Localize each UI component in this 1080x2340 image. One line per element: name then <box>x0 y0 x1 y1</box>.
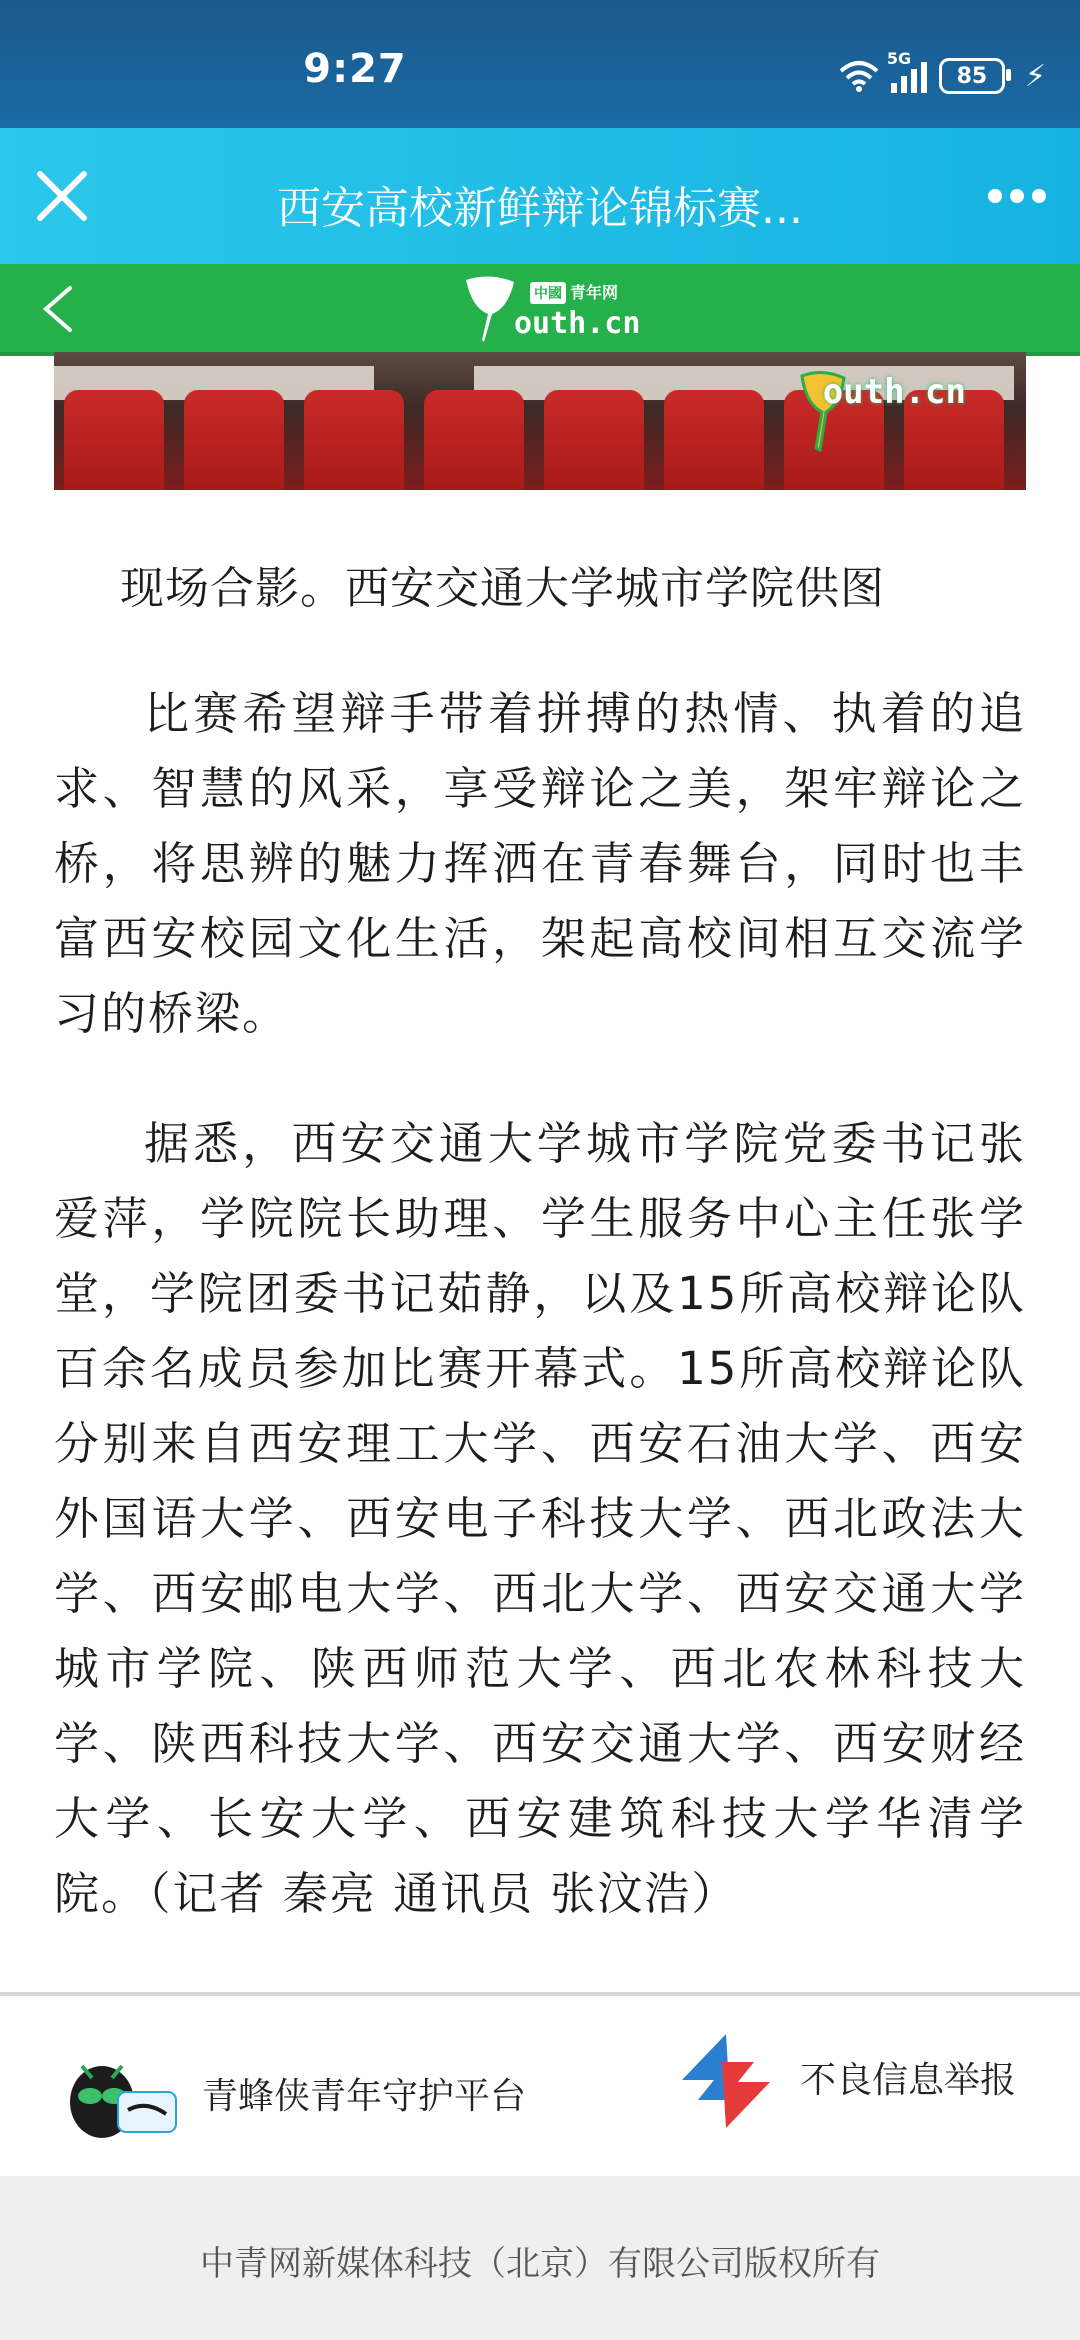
charging-icon: ⚡ <box>1024 58 1046 94</box>
status-time: 9:27 <box>303 46 407 92</box>
ginkgo-leaf-icon <box>462 274 518 344</box>
article-paragraph: 比赛希望辩手带着拼搏的热情、执着的追求、智慧的风采，享受辩论之美，架牢辩论之桥，将思辨的魅力挥洒在青春舞台，同时也丰富西安校园文化生活，架起高校间相互交流学习的桥梁。 <box>54 687 1026 1040</box>
battery-level: 85 <box>956 63 988 89</box>
status-bar <box>0 0 1080 128</box>
site-header <box>0 264 1080 356</box>
article-paragraph: 据悉，西安交通大学城市学院党委书记张爱萍，学院院长助理、学生服务中心主任张学堂，学院团委书记茹静，以及15所高校辩论队百余名成员参加比赛开幕式。15所高校辩论队分别来自西安理工大学、西安石油大学、西安外国语大学、西安电子科技大学、西北政法大学、西安邮电大学、西北大学、西安交通大学城市学院、陕西师范大学、西北农林科技大学、陕西科技大学、西安交通大学、西安财经大学、长安大学、西安建筑科技大学华清学院。（记者 秦亮 通讯员 张汶浩） <box>54 1117 1026 1920</box>
status-icons <box>839 49 1046 96</box>
photo-watermark: outh.cn <box>822 372 966 412</box>
close-icon[interactable] <box>34 168 90 224</box>
article-photo <box>54 352 1026 490</box>
wifi-icon <box>839 59 879 93</box>
logo-wordmark: outh.cn <box>514 306 641 341</box>
footer-divider <box>0 1992 1080 1996</box>
cell-signal-icon <box>886 49 927 93</box>
copyright-text: 中青网新媒体科技（北京）有限公司版权所有 <box>200 2244 880 2284</box>
logo-badge-text: 青年网 <box>570 283 619 302</box>
app-title-bar <box>0 128 1080 264</box>
report-logo[interactable] <box>670 2030 782 2132</box>
report-label[interactable]: 不良信息举报 <box>800 2060 1017 2101</box>
back-icon[interactable] <box>38 284 78 334</box>
network-type: 5G <box>886 49 912 68</box>
guard-platform-label[interactable]: 青蜂侠青年守护平台 <box>202 2076 527 2117</box>
photo-caption: 现场合影。西安交通大学城市学院供图 <box>120 563 885 614</box>
battery-icon <box>939 58 1005 94</box>
youth-logo[interactable] <box>462 270 641 346</box>
more-icon[interactable] <box>988 184 1052 208</box>
page-title: 西安高校新鲜辩论锦标赛... <box>277 183 803 234</box>
guard-platform-logo[interactable] <box>66 2052 178 2144</box>
logo-badge: 中國 <box>530 282 566 304</box>
